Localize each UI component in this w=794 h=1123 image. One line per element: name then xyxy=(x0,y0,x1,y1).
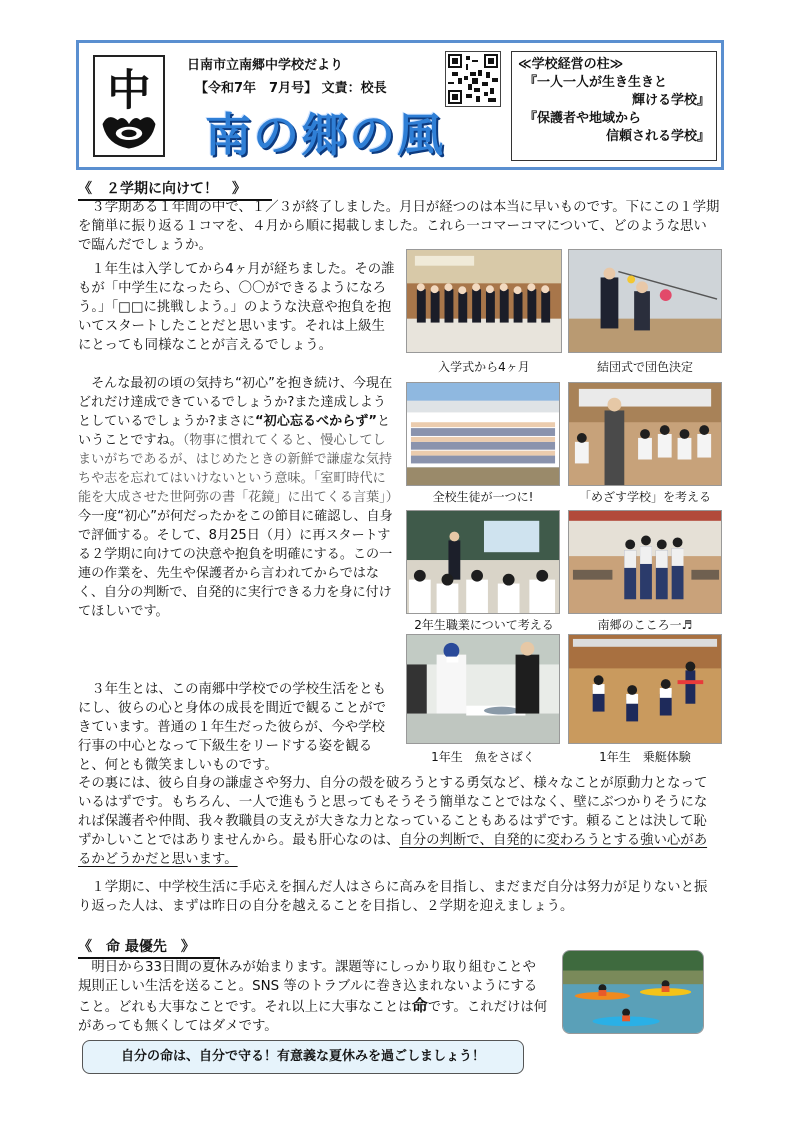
p3-text-c: ということですね。 xyxy=(78,414,391,448)
caption-whole-school: 全校生徒が一つに! xyxy=(432,490,534,504)
caption-entrance-ceremony: 入学式から4ヶ月 xyxy=(438,360,530,374)
paragraph-first-years: １年生は入学してから4ヶ月が経ちました。その誰もが「中学生になったら、〇〇ができるようになろう。」「□□に挑戦しよう。」のような決意や抱負を抱いてスタートしたことだと思います。それは上級生にとっても同様なことが言えるでしょう。 xyxy=(78,262,395,353)
school-name-line: 日南市立南郷中学校だより xyxy=(187,58,344,73)
caption-team-formation: 結団式で団色決定 xyxy=(596,360,693,374)
photo-school-goals xyxy=(568,382,722,486)
photo-career-study xyxy=(406,510,560,614)
p4-underlined: 自分の判断で、自発的に変わろうとする強い心があるかどうかだと思います。 xyxy=(78,833,708,867)
school-emblem-icon xyxy=(95,57,163,155)
section-heading-life-first: 《 命 最優先 》 xyxy=(78,936,220,959)
p-summer-text-c: です。これだけは何があっても無くしてはダメです。 xyxy=(78,1000,548,1034)
caption-career-study: 2年生職業について考える xyxy=(414,618,554,632)
newsletter-header xyxy=(76,40,724,170)
p3-emphasis: “初心忘るべからず” xyxy=(255,414,378,429)
section-heading-second-term: 《 ２学期に向けて！ 》 xyxy=(78,178,272,201)
summer-safety-banner: 自分の命は、自分で守る！有意義な夏休みを過ごしましょう！ xyxy=(82,1040,524,1074)
p4-text-b: その裏には、彼ら自身の謙虚さや努力、自分の殻を破ろうとする勇気など、様々なことが原動力となっているはずです。もちろん、一人で進もうと思ってもそうそう簡単なことではなく、壁にぶつかりそうになれば保護者や仲間、我々教職員の支えが大きな力となっていることもあるはずです。頼ることは決して恥ずかしいことではありませんから。最も肝心なのは、 xyxy=(78,776,708,848)
photo-nango-spirit xyxy=(568,510,722,614)
motto-line-3: 『保護者や地域から xyxy=(524,111,642,126)
motto-heading: ≪学校経営の柱≫ xyxy=(518,57,624,72)
photo-canoe-activity xyxy=(562,950,704,1034)
caption-nango-spirit: 南郷のこころ一♬ xyxy=(597,618,693,632)
caption-boat-experience: 1年生 乗艇体験 xyxy=(599,750,691,764)
school-motto-box xyxy=(511,51,717,161)
motto-line-4: 信頼される学校』 xyxy=(605,129,710,144)
caption-school-goals: 「めざす学校」を考える xyxy=(578,490,711,504)
p3-explanation: （物事に慣れてくると、慢心してしまいがちであるが、はじめたときの新鮮で謙虚な気持ちや志を忘れてはいけないという意味。「室町時代に能を大成させた世阿弥の書「花鏡」に出てくる言葉」） xyxy=(78,433,399,505)
p3-text-e: 今一度“初心”が何だったかをこの節目に確認し、自身で評価する。そして、8月25日（月）に再スタートする２学期に向けての決意や抱負を明確にする。この一連の作業を、先生や保護者から言われてからではなく、自分の判断で、自発的に実行できる力を身に付けてほしいです。 xyxy=(78,509,393,619)
photo-team-formation xyxy=(568,249,722,353)
paragraph-intro: ３学期ある１年間の中で、１／３が終了しました。月日が経つのは本当に早いものです。下にこの１学期を簡単に振り返る１コマを、４月から順に掲載しました。これら一コマーコマについて、どのような思いで臨んだでしょうか。 xyxy=(78,200,720,253)
paragraph-summer-vacation xyxy=(78,958,548,1036)
photo-whole-school xyxy=(406,382,560,486)
newsletter-title: 南の郷の風 xyxy=(205,108,445,162)
caption-fish-cooking: 1年生 魚をさばく xyxy=(431,750,535,764)
paragraph-aim-higher: １学期に、中学校生活に手応えを掴んだ人はさらに高みを目指し、まだまだ自分は努力が足りないと振り返った人は、まずは昨日の自分を越えることを目指し、２学期を迎えましょう。 xyxy=(78,880,708,914)
photo-entrance-ceremony xyxy=(406,249,562,353)
p3-text-a: そんな最初の頃の気持ち“初心”を抱き続け、今現在どれだけ達成できているでしょうか?また達成しようとしているでしょうか?まさに xyxy=(78,376,393,429)
motto-line-2: 輝ける学校』 xyxy=(631,93,710,108)
photo-boat-experience xyxy=(568,634,722,744)
issue-line: 【令和7年 7月号】 文責：校長 xyxy=(195,81,387,96)
qr-code-icon[interactable] xyxy=(445,51,501,107)
svg-text:中: 中 xyxy=(107,66,151,117)
p-summer-text-a: 明日から33日間の夏休みが始まります。課題等にしっかり取り組むことや規則正しい生活を送ること。SNS 等のトラブルに巻き込まれないようにすること。どれも大事なことです。それ以上に大事なことは xyxy=(78,960,538,1015)
school-emblem-logo xyxy=(93,55,165,157)
photo-fish-cooking xyxy=(406,634,560,744)
life-emphasis: 命 xyxy=(411,996,428,1015)
paragraph-driving-force xyxy=(78,774,720,869)
motto-line-1: 『一人一人が生き生きと xyxy=(524,75,668,90)
paragraph-third-years: ３年生とは、この南郷中学校での学校生活をともにし、彼らの心と身体の成長を間近で観ることができています。普通の１年生だった彼らが、今や学校行事の中心となって下級生をリードする姿を観ると、何とも微笑ましいものです。 xyxy=(78,682,386,773)
paragraph-beginner-spirit xyxy=(78,374,399,621)
